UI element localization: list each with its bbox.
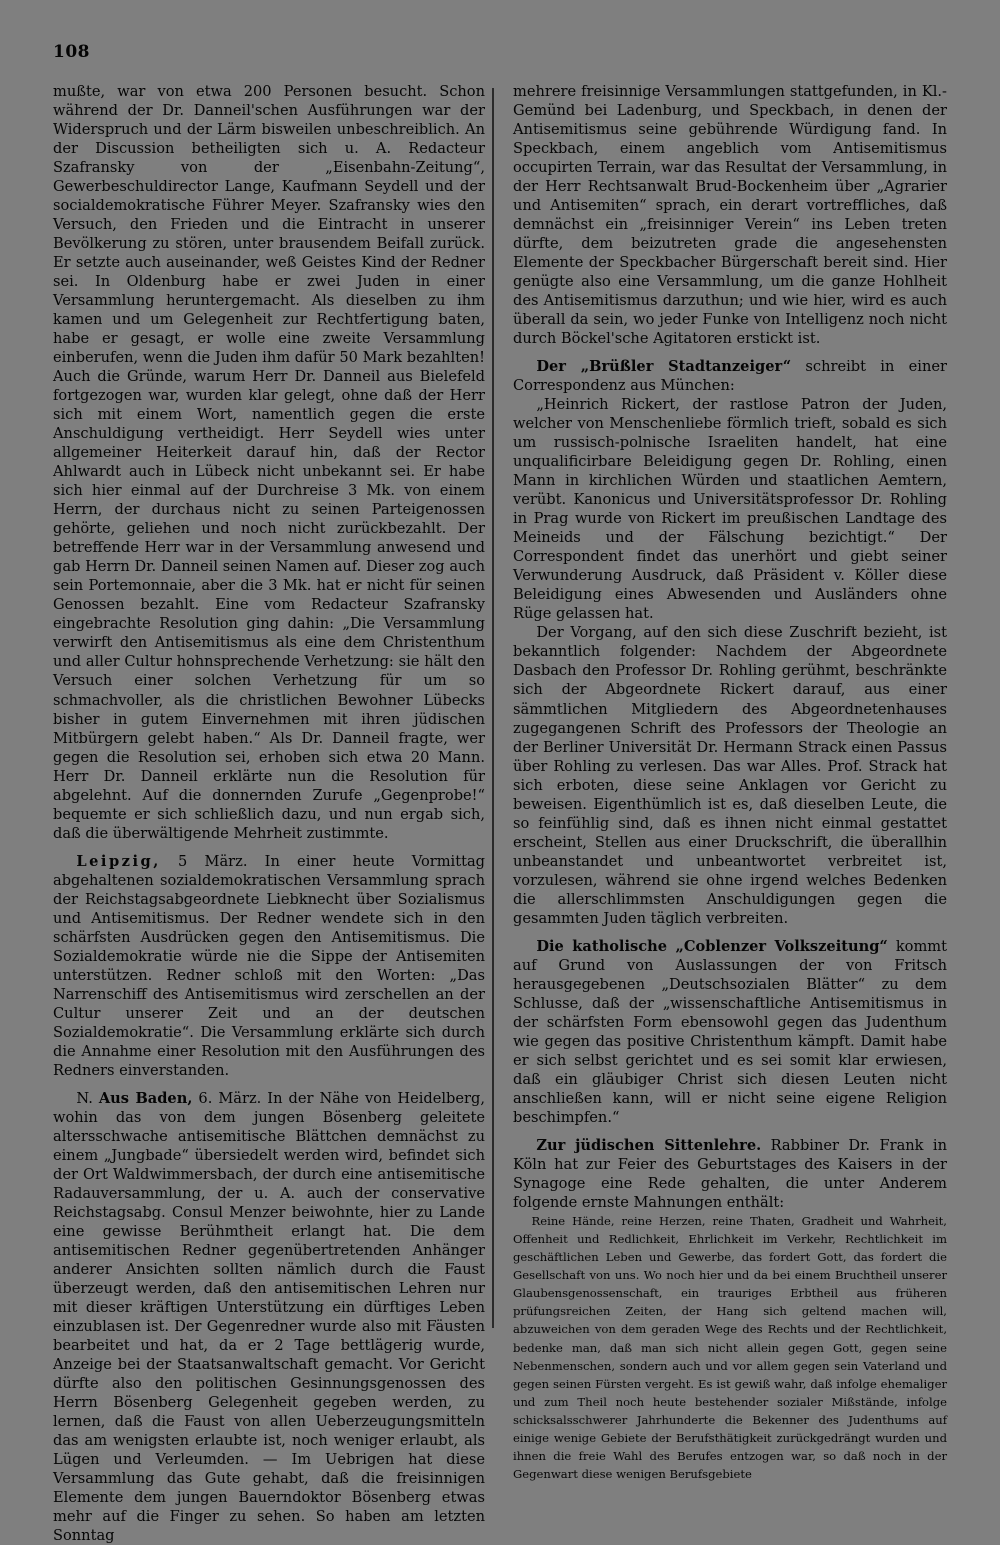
article-sittenlehre-body: Rabbiner Dr. Frank in Köln hat zur Feier des Geburtstages des Kaisers in der Synagoge eine Rede gehalten, die unter Anderem folgende ernste Mahnungen enthält: [513, 1136, 947, 1211]
article-baden-prefix: N. [76, 1089, 99, 1107]
article-lubeck-continuation: mußte, war von etwa 200 Personen besucht. Schon während der Dr. Danneil'schen Ausführungen war der Widerspruch und der Lärm bisweilen unbeschreiblich. An der Discussion betheiligten sich u. A. Redacteur Szafransky von der „Eisenbahn-Zeitung“, Gewerbeschuldirector Lange, Kaufmann Seydell und der socialdemokratische Führer Meyer. Szafransky wies den Versuch, den Frieden und die Eintracht in unserer Bevölkerung zu stören, unter brausendem Beifall zurück. Er setzte auch auseinander, weß Geistes Kind der Redner sei. In Oldenburg habe er zwei Juden in einer Versammlung heruntergemacht. Als dieselben zu ihm kamen und um Gelegenheit zur Rechtfertigung baten, habe er gesagt, er wolle eine zweite Versammlung einberufen, wenn die Juden ihm dafür 50 Mark bezahlten! Auch die Gründe, warum Herr Dr. Danneil aus Bielefeld fortgezogen war, wurden klar gelegt, ohne daß der Herr sich mit einem Wort, namentlich gegen die erste Anschuldigung vertheidigt. Herr Seydell wies unter allgemeiner Heiterkeit darauf hin, daß der Rector Ahlwardt auch in Lübeck nicht unbekannt sei. Er habe sich hier einmal auf der Durchreise 3 Mk. von einem Herrn, der durchaus nicht zu seinen Parteigenossen gehörte, geliehen und noch nicht zurückbezahlt. Der betreffende Herr war in der Versammlung anwesend und gab Herrn Dr. Danneil seinen Namen auf. Dieser zog auch sein Portemonnaie, aber die 3 Mk. hat er nicht für seinen Genossen bezahlt. Eine vom Redacteur Szafransky eingebrachte Resolution ging dahin: „Die Versammlung verwirft den Antisemitismus als eine dem Christenthum und aller Cultur hohnsprechende Verhetzung: sie hält den Versuch einer solchen Verhetzung für um so schmachvoller, als die christlichen Bewohner Lübecks bisher in gutem Einvernehmen mit ihren jüdischen Mitbürgern gelebt haben.“ Als Dr. Danneil fragte, wer gegen die Resolution sei, erhoben sich etwa 20 Mann. Herr Dr. Danneil erklärte nun die Resolution für abgelehnt. Auf die donnernden Zurufe „Gegenprobe!“ bequemte er sich schließlich dazu, und nun ergab sich, daß die überwältigende Mehrheit zustimmte. [53, 83, 485, 842]
article-bruessler-stadtanzeiger [513, 357, 947, 395]
page-number: 108 [53, 42, 90, 62]
article-leipzig-heading: Leipzig, [76, 852, 161, 870]
article-coblenzer-heading: Die katholische „Coblenzer Volkszeitung“ [536, 937, 888, 955]
column-divider [492, 88, 494, 1328]
article-baden-continuation: mehrere freisinnige Versammlungen stattgefunden, in Kl.-Gemünd bei Ladenburg, und Speckbach, in denen der Antisemitismus seine gebührende Würdigung fand. In Speckbach, einem angeblich vom Antisemitismus occupirten Terrain, war das Resultat der Versammlung, in der Herr Rechtsanwalt Brud-Bockenheim über „Agrarier und Antisemiten“ sprach, ein derart vortreffliches, daß demnächst ein „freisinniger Verein“ ins Leben treten dürfte, dem beizutreten grade die angesehensten Elemente der Speckbacher Bürgerschaft bereit sind. Hier genügte also eine Versammlung, um die ganze Hohlheit des Antisemitismus darzuthun; und wie hier, wird es auch überall da sein, wo jeder Funke von Intelligenz noch nicht durch Böckel'sche Agitatoren erstickt ist. [513, 83, 947, 348]
right-column [513, 82, 947, 1483]
quoted-correspondence: „Heinrich Rickert, der rastlose Patron der Juden, welcher von Menschenliebe förmlich trieft, sobald es sich um russisch-polnische Israeliten handelt, hat eine unqualificirbare Beleidigung gegen Dr. Rohling, einen Mann in kirchlichen Würden und staatlichen Aemtern, verübt. Kanonicus und Universitätsprofessor Dr. Rohling in Prag wurde von Rickert im preußischen Landtage des Meineids und der Fälschung bezichtigt.“ Der Correspondent findet das unerhört und giebt seiner Verwunderung Ausdruck, daß Präsident v. Köller diese Beleidigung eines Abwesenden und Ausländers ohne Rüge gelassen hat. [513, 396, 947, 623]
article-juedische-sittenlehre [513, 1136, 947, 1212]
article-leipzig [53, 852, 485, 1080]
article-baden-body: 6. März. In der Nähe von Heidelberg, wohin das von dem jungen Bösenberg geleitete altersschwache antisemitische Blättchen demnächst zu einem „Jungbade“ übersiedelt werden wird, befindet sich der Ort Waldwimmersbach, der durch eine antisemitische Radauversammlung, der u. A. auch der conservative Reichstagsabg. Consul Menzer beiwohnte, hier zu Lande eine gewisse Berühmtheit erlangt hat. Die dem antisemitischen Redner gegenübertretenden Anhänger anderer Ansichten sollten nämlich durch die Faust überzeugt werden, daß den antisemitischen Lehren nur mit dieser kräftigen Unterstützung ein dürftiges Leben einzublasen ist. Der Gegenredner wurde also mit Fäusten bearbeitet und hat, da er 2 Tage bettlägerig wurde, Anzeige bei der Staatsanwaltschaft gemacht. Vor Gericht dürfte also den politischen Gesinnungsgenossen des Herrn Bösenberg Gelegenheit gegeben werden, zu lernen, daß die Faust von allen Ueberzeugungsmitteln das am wenigsten erlaubte ist, noch weniger erlaubt, als Lügen und Verleumden. — Im Uebrigen hat diese Versammlung das Gute gehabt, daß die freisinnigen Elemente dem jungen Bauerndoktor Bösenberg etwas mehr auf die Finger zu sehen. So haben am letzten Sonntag [53, 1089, 485, 1545]
article-bruessler-body: schreibt in einer Correspondenz aus München: [513, 358, 947, 395]
article-leipzig-body: 5 März. In einer heute Vormittag abgehaltenen sozialdemokratischen Versammlung sprach der Reichstagsabgeordnete Liebknecht über Sozialismus und Antisemitismus. Der Redner wendete sich in den schärfsten Ausdrücken gegen den Antisemitismus. Die Sozialdemokratie würde nie die Sippe der Antisemiten unterstützen. Redner schloß mit den Worten: „Das Narrenschiff des Antisemitismus wird zerschellen an der Cultur unserer Zeit und an der deutschen Sozialdemokratie“. Die Versammlung erklärte sich durch die Annahme einer Resolution mit den Ausführungen des Redners einverstanden. [53, 852, 485, 1079]
article-baden-heading: Aus Baden, [98, 1089, 193, 1107]
article-sittenlehre-heading: Zur jüdischen Sittenlehre. [536, 1136, 762, 1154]
article-baden [53, 1089, 485, 1545]
article-rohling-explanation: Der Vorgang, auf den sich diese Zuschrift bezieht, ist bekanntlich folgender: Nachdem der Abgeordnete Dasbach den Professor Dr. Rohling gerühmt, beschränkte sich der Abgeordnete Rickert darauf, aus einer sämmtlichen Mitgliedern des Abgeordnetenhauses zugegangenen Schrift des Professors der Theologie an der Berliner Universität Dr. Hermann Strack einen Passus über Rohling zu verlesen. Das war Alles. Prof. Strack hat sich erboten, diese seine Anklagen vor Gericht zu beweisen. Eigenthümlich ist es, daß dieselben Leute, die so feinfühlig sind, daß es ihnen nicht einmal gestattet erscheint, Stellen aus einer Druckschrift, die überallhin unbeanstandet und unbeantwortet verbreitet ist, vorzulesen, während sie ohne irgend welches Bedenken die allerschlimmsten Anschuldigungen gegen die gesammten Juden täglich verbreiten. [513, 624, 947, 927]
article-coblenzer-body: kommt auf Grund von Auslassungen der von Fritsch herausgegebenen „Deutschsozialen Blätter“ zu dem Schlusse, daß der „wissenschaftliche Antisemitismus in der schärfsten Form ebensowohl gegen das Judenthum wie gegen das positive Christenthum kämpft. Damit habe er sich selbst gerichtet und es sei somit klar erwiesen, daß ein gläubiger Christ sich diesen Leuten nicht anschließen kann, will er nicht seine eigene Religion beschimpfen.“ [513, 937, 947, 1126]
sermon-excerpt: Reine Hände, reine Herzen, reine Thaten, Gradheit und Wahrheit, Offenheit und Redlichkeit, Ehrlichkeit im Verkehr, Rechtlichkeit im geschäftlichen Leben und Gewerbe, das fordert Gott, das fordert die Gesellschaft von uns. Wo noch hier und da bei einem Bruchtheil unserer Glaubensgenossenschaft, ein trauriges Erbtheil aus früheren prüfungsreichen Zeiten, der Hang sich geltend machen will, abzuweichen von dem geraden Wege des Rechts und der Rechtlichkeit, bedenke man, daß man sich nicht allein gegen Gott, gegen seine Nebenmenschen, sondern auch und vor allem gegen sein Vaterland und gegen seinen Fürsten vergeht. Es ist gewiß wahr, daß infolge ehemaliger und zum Theil noch heute bestehender sozialer Mißstände, infolge schicksalsschwerer Jahrhunderte die Bekenner des Judenthums auf einige wenige Gebiete der Berufsthätigkeit zurückgedrängt wurden und ihnen die freie Wahl des Berufes entzogen war, so daß noch in der Gegenwart diese wenigen Berufsgebiete [513, 1213, 947, 1482]
left-column [53, 82, 485, 1545]
article-bruessler-heading: Der „Brüßler Stadtanzeiger“ [536, 358, 792, 376]
article-coblenzer-volkszeitung [513, 937, 947, 1127]
